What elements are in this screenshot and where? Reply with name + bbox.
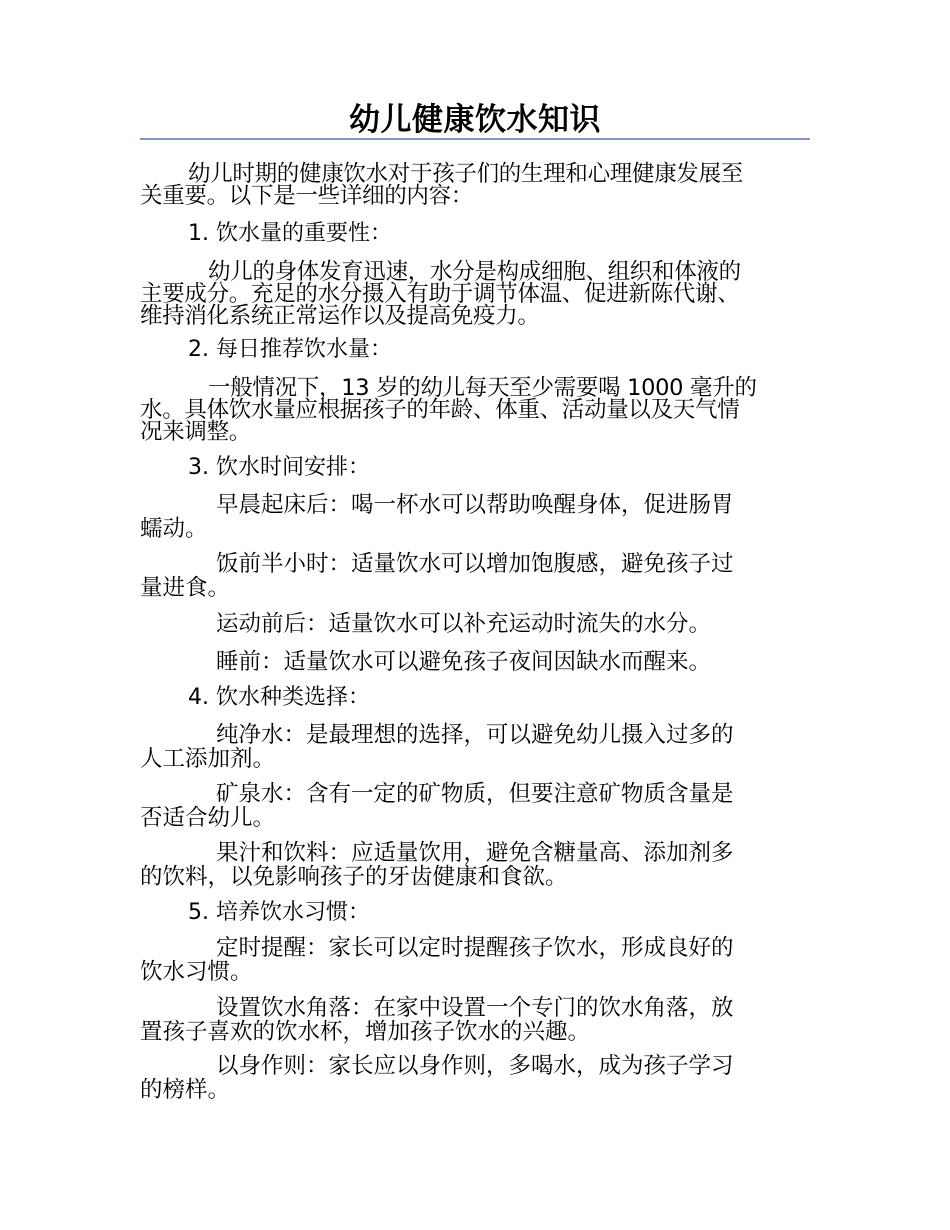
section-2-line-2: 水。具体饮水量应根据孩子的年龄、体重、活动量以及天气情 [140, 397, 740, 423]
page-title: 幼儿健康饮水知识 [349, 102, 601, 138]
list-item-line-2: 人工添加剂。 [140, 746, 276, 772]
list-item-line-2: 置孩子喜欢的饮水杯，增加孩子饮水的兴趣。 [140, 1019, 591, 1045]
list-item-line-1: 睡前：适量饮水可以避免孩子夜间因缺水而醒来。 [216, 649, 712, 675]
list-item-line-1: 定时提醒：家长可以定时提醒孩子饮水，形成良好的 [216, 935, 734, 961]
section-1-line-1: 幼儿的身体发育迅速，水分是构成细胞、组织和体液的 [208, 259, 741, 285]
intro-paragraph [140, 163, 810, 207]
list-item [140, 552, 810, 600]
list-item [140, 650, 810, 674]
list-item-line-1: 纯净水：是最理想的选择，可以避免幼儿摄入过多的 [216, 722, 734, 748]
intro-line-1: 幼儿时期的健康饮水对于孩子们的生理和心理健康发展至 [188, 161, 744, 187]
list-item-line-1: 饭前半小时：适量饮水可以增加饱腹感，避免孩子过 [216, 551, 734, 577]
list-item-line-2: 蠕动。 [140, 516, 208, 542]
list-item [140, 723, 810, 771]
list-item [140, 782, 810, 830]
list-item [140, 996, 810, 1044]
intro-line-2: 关重要。以下是一些详细的内容： [140, 183, 474, 209]
list-item-line-2: 饮水习惯。 [140, 959, 253, 985]
section-2-paragraph [140, 377, 810, 443]
section-2-line-3: 况来调整。 [140, 419, 252, 445]
list-item-line-1: 设置饮水角落：在家中设置一个专门的饮水角落，放 [216, 995, 734, 1021]
list-item-line-2: 否适合幼儿。 [140, 805, 276, 831]
section-1-line-2: 主要成分。充足的水分摄入有助于调节体温、促进新陈代谢、 [140, 281, 740, 307]
list-item [140, 493, 810, 541]
title-underline [140, 138, 810, 140]
section-4-heading: 4. 饮水种类选择： [188, 685, 370, 710]
list-item-line-2: 的饮料，以免影响孩子的牙齿健康和食欲。 [140, 864, 568, 890]
list-item-line-2: 的榜样。 [140, 1077, 231, 1103]
list-item-line-1: 矿泉水：含有一定的矿物质，但要注意矿物质含量是 [216, 781, 734, 807]
section-1-heading: 1. 饮水量的重要性： [188, 221, 392, 246]
list-item [140, 1054, 810, 1102]
list-item-line-1: 以身作则：家长应以身作则，多喝水，成为孩子学习 [216, 1053, 734, 1079]
list-item [140, 612, 810, 636]
list-item-line-2: 量进食。 [140, 575, 231, 601]
list-item-line-1: 果汁和饮料：应适量饮用，避免含糖量高、添加剂多 [216, 840, 734, 866]
list-item [140, 936, 810, 984]
section-1-paragraph [140, 261, 810, 327]
list-item [140, 841, 810, 889]
section-5-heading: 5. 培养饮水习惯： [188, 900, 370, 925]
list-item-line-1: 运动前后：适量饮水可以补充运动时流失的水分。 [216, 611, 712, 637]
section-1-line-3: 维持消化系统正常运作以及提高免疫力。 [140, 303, 540, 329]
list-item-line-1: 早晨起床后：喝一杯水可以帮助唤醒身体，促进肠胃 [216, 492, 734, 518]
section-2-line-1: 一般情况下，13 岁的幼儿每天至少需要喝 1000 毫升的 [208, 375, 757, 401]
section-2-heading: 2. 每日推荐饮水量： [188, 337, 392, 362]
section-3-heading: 3. 饮水时间安排： [188, 455, 370, 480]
